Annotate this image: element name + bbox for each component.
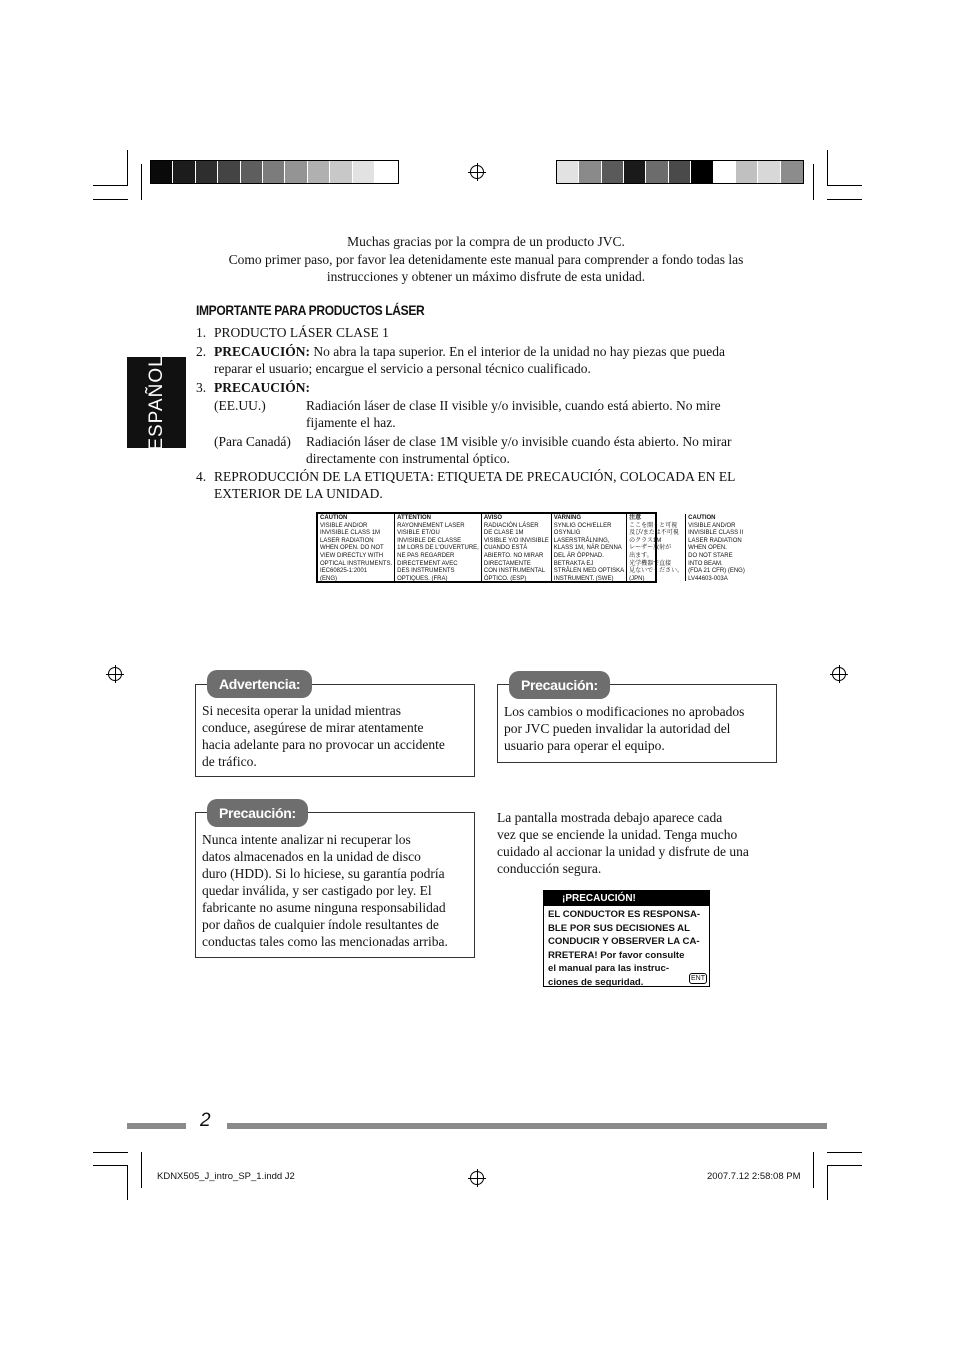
screen-header: ¡PRECAUCIÓN!	[544, 891, 709, 906]
warning-label-line: OPTIQUES. (FRA)	[397, 575, 448, 582]
warning-label-line: (ENG)	[320, 575, 337, 582]
screen-line: EL CONDUCTOR ES RESPONSA-	[548, 909, 701, 920]
caution-label: PRECAUCIÓN:	[214, 380, 310, 395]
warning-label-line: LASER RADIATION	[320, 537, 374, 544]
color-swatch	[736, 161, 758, 183]
warning-label-line: DE CLASE 1M	[483, 530, 524, 537]
warning-label-column	[395, 514, 482, 581]
note-line: conducción segura.	[497, 861, 602, 876]
intro-text	[190, 233, 782, 286]
laser-warning-label	[316, 512, 745, 583]
warning-label-line: 及び/または不可視	[629, 530, 679, 537]
box-line: datos almacenados en la unidad de disco	[202, 849, 421, 864]
list-number: 2.	[196, 344, 207, 359]
box-line: por JVC pueden invalidar la autoridad del	[504, 721, 731, 736]
warning-label-title: CAUTION	[688, 515, 716, 521]
color-swatch	[714, 161, 736, 183]
list-number: 4.	[196, 469, 207, 484]
warning-label-line: BETRAKTA EJ	[553, 560, 594, 567]
precaucion-hdd-title: Precaución:	[207, 799, 308, 827]
warning-label-line: ここを開くと可視	[629, 522, 678, 529]
registration-mark-icon	[108, 667, 122, 681]
warning-label-line: INTO BEAM.	[688, 560, 723, 567]
warning-label-line: VISIBLE AND/OR	[320, 522, 368, 529]
list-item-text: No abra la tapa superior. En el interior de la unidad no hay piezas que pueda	[310, 344, 725, 359]
box-line: conductas tales como las mencionadas arriba.	[202, 934, 448, 949]
warning-label-line: LASER RADIATION	[688, 537, 742, 544]
warning-label-line: ABIERTO. NO MIRAR	[483, 552, 544, 559]
color-swatch	[602, 161, 624, 183]
page-bar-right	[227, 1123, 827, 1129]
box-line: quedar inválida, y ser castigado por ley. El	[202, 883, 432, 898]
box-line: por daños de cualquier índole resultantes de	[202, 917, 439, 932]
warning-label-line: レーザー放射が	[629, 545, 672, 552]
color-swatch	[646, 161, 668, 183]
box-line: fabricante no asume ninguna responsabilidad	[202, 900, 446, 915]
warning-label-line: NE PAS REGARDER	[397, 552, 455, 559]
warning-label-line: VISIBLE ET/OU	[397, 530, 440, 537]
screen-line: BLE POR SUS DECISIONES AL	[548, 922, 690, 934]
color-swatch	[781, 161, 803, 183]
color-swatch	[353, 161, 375, 183]
laser-heading: IMPORTANTE PARA PRODUCTOS LÁSER	[196, 302, 425, 318]
warning-label-line: 出ます。	[629, 552, 653, 559]
language-tab-label: ESPAÑOL	[145, 354, 167, 451]
warning-label-line: DIRECTAMENTE	[483, 560, 531, 567]
warning-label-line: RAYONNEMENT LASER	[397, 522, 465, 529]
warning-label-title: AVISO	[483, 515, 503, 521]
warning-label-line: OPTICAL INSTRUMENTS.	[320, 560, 393, 567]
list-item-text: reparar el usuario; encargue el servicio a personal técnico cualificado.	[214, 361, 591, 376]
advertencia-text	[202, 702, 445, 770]
list-item: REPRODUCCIÓN DE LA ETIQUETA: ETIQUETA DE PRECAUCIÓN, COLOCADA EN EL	[214, 469, 736, 484]
warning-label-line: LV44603-003A	[688, 575, 728, 582]
color-swatch	[218, 161, 240, 183]
warning-label-line: SYNLIG OCH/ELLER	[553, 522, 612, 529]
warning-label-line: VISIBLE Y/O INVISIBLE	[483, 537, 549, 544]
warning-label-line: DIRECTEMENT AVEC	[397, 560, 458, 567]
warning-label-line: CON INSTRUMENTAL	[483, 568, 546, 575]
color-bar-left	[150, 160, 399, 184]
color-swatch	[758, 161, 780, 183]
warning-label-line: 光学機器で直接	[629, 560, 672, 567]
region-text: fijamente el haz.	[306, 415, 396, 430]
note-line: cuidado al accionar la unidad y disfrute de una	[497, 844, 749, 859]
warning-label-title: VARNING	[553, 515, 582, 521]
color-swatch	[691, 161, 713, 183]
registration-mark-icon	[470, 165, 484, 179]
color-swatch	[557, 161, 579, 183]
warning-label-line: INVISIBLE DE CLASSE	[397, 537, 462, 544]
warning-label-line: VIEW DIRECTLY WITH	[320, 552, 384, 559]
warning-label-title: CAUTION	[320, 515, 348, 521]
warning-label-column	[318, 514, 395, 581]
intro-line: instrucciones y obtener un máximo disfrute de esta unidad.	[326, 269, 646, 284]
warning-label-line: WHEN OPEN. DO NOT	[320, 545, 384, 552]
warning-label-line: STRÅLEN MED OPTISKA	[553, 568, 625, 575]
color-swatch	[308, 161, 330, 183]
language-tab	[127, 354, 186, 451]
box-line: duro (HDD). Si lo hiciese, su garantía podría	[202, 866, 445, 881]
warning-label-line: WHEN OPEN.	[688, 545, 727, 552]
region-text: Radiación láser de clase II visible y/o invisible, cuando está abierto. No mire	[306, 398, 721, 413]
page-number: 2	[200, 1110, 211, 1131]
warning-label-line: (JPN)	[629, 575, 645, 582]
caution-label: PRECAUCIÓN:	[214, 344, 310, 359]
ent-icon: ENT	[691, 975, 705, 982]
screen-body	[548, 908, 706, 990]
color-swatch	[196, 161, 218, 183]
intro-line: Muchas gracias por la compra de un producto JVC.	[347, 234, 625, 249]
color-swatch	[173, 161, 195, 183]
page-bar-left	[127, 1123, 186, 1129]
warning-label-line: (FDA 21 CFR) (ENG)	[688, 568, 745, 575]
precaucion-hdd-text	[202, 831, 448, 950]
box-line: Si necesita operar la unidad mientras	[202, 703, 402, 718]
box-line: usuario para operar el equipo.	[504, 738, 665, 753]
footer-file: KDNX505_J_intro_SP_1.indd J2	[157, 1171, 295, 1182]
precaucion-jvc-title: Precaución:	[509, 671, 610, 699]
list-number: 3.	[196, 380, 207, 395]
region-text: Radiación láser de clase 1M visible y/o invisible cuando ésta abierto. No mirar	[306, 434, 732, 449]
warning-label-line: DEL ÄR ÖPPNAD.	[553, 552, 604, 559]
color-swatch	[375, 161, 397, 183]
warning-label-column	[627, 514, 686, 581]
warning-label-column	[552, 514, 627, 581]
region-label: (EE.UU.)	[214, 398, 266, 413]
warning-label-line: DO NOT STARE	[688, 552, 733, 559]
box-line: conduce, asegúrese de mirar atentamente	[202, 720, 424, 735]
warning-label-line: CUANDO ESTÁ	[483, 545, 528, 552]
box-line: hacia adelante para no provocar un accidente	[202, 737, 445, 752]
warning-label-line: ÓPTICO. (ESP)	[483, 575, 527, 582]
color-swatch	[624, 161, 646, 183]
warning-label-line: INVISIBLE CLASS II	[688, 530, 744, 537]
color-swatch	[285, 161, 307, 183]
color-bar-right	[556, 160, 804, 184]
registration-mark-icon	[470, 1171, 484, 1185]
screen-line: RRETERA! Por favor consulte	[548, 949, 685, 961]
warning-label-line: 見ないでください。	[629, 568, 684, 575]
box-line: Los cambios o modificaciones no aprobados	[504, 704, 745, 719]
warning-label-title: 注意	[629, 515, 642, 521]
footer-date: 2007.7.12 2:58:08 PM	[707, 1171, 801, 1182]
color-swatch	[241, 161, 263, 183]
warning-label-line: DES INSTRUMENTS	[397, 568, 455, 575]
precaucion-jvc-text	[504, 703, 744, 754]
color-swatch	[330, 161, 352, 183]
color-swatch	[263, 161, 285, 183]
color-swatch	[151, 161, 173, 183]
color-swatch	[579, 161, 601, 183]
color-swatch	[669, 161, 691, 183]
warning-label-line: VISIBLE AND/OR	[688, 522, 736, 529]
registration-mark-icon	[832, 667, 846, 681]
screen-line: el manual para las instruc-	[548, 963, 670, 975]
box-line: Nunca intente analizar ni recuperar los	[202, 832, 411, 847]
warning-label-line: RADIACIÓN LÁSER	[483, 522, 539, 529]
warning-label-line: LASERSTRÅLNING,	[553, 537, 610, 544]
warning-label-line: 1M LORS DE L'OUVERTURE,	[397, 545, 479, 552]
box-line: de tráfico.	[202, 754, 257, 769]
list-item	[214, 343, 725, 361]
warning-label-column	[686, 514, 747, 581]
warning-label-line: INSTRUMENT. (SWE)	[553, 575, 614, 582]
note-line: La pantalla mostrada debajo aparece cada	[497, 810, 723, 825]
warning-label-line: INVISIBLE CLASS 1M	[320, 530, 381, 537]
list-number: 1.	[196, 325, 207, 340]
list-item-text: EXTERIOR DE LA UNIDAD.	[214, 486, 383, 501]
warning-label-line: KLASS 1M, NÄR DENNA	[553, 545, 622, 552]
warning-label-line: OSYNLIG	[553, 530, 581, 537]
warning-label-column	[482, 514, 552, 581]
intro-line: Como primer paso, por favor lea detenidamente este manual para comprender a fondo todas las	[228, 251, 744, 267]
region-label: (Para Canadá)	[214, 434, 291, 449]
advertencia-title: Advertencia:	[207, 670, 312, 698]
region-text: directamente con instrumental óptico.	[306, 451, 510, 466]
warning-label-line: IEC60825-1:2001	[320, 568, 368, 575]
screen-line: CONDUCIR Y OBSERVER LA CA-	[548, 936, 700, 948]
warning-label-line: のクラス1M	[629, 537, 662, 544]
warning-label-title: ATTENTION	[397, 515, 432, 521]
display-screen	[543, 890, 710, 987]
screen-note	[497, 809, 749, 877]
note-line: vez que se enciende la unidad. Tenga mucho	[497, 827, 738, 842]
list-item: PRODUCTO LÁSER CLASE 1	[214, 325, 389, 340]
screen-line: ciones de seguridad.	[548, 976, 644, 988]
